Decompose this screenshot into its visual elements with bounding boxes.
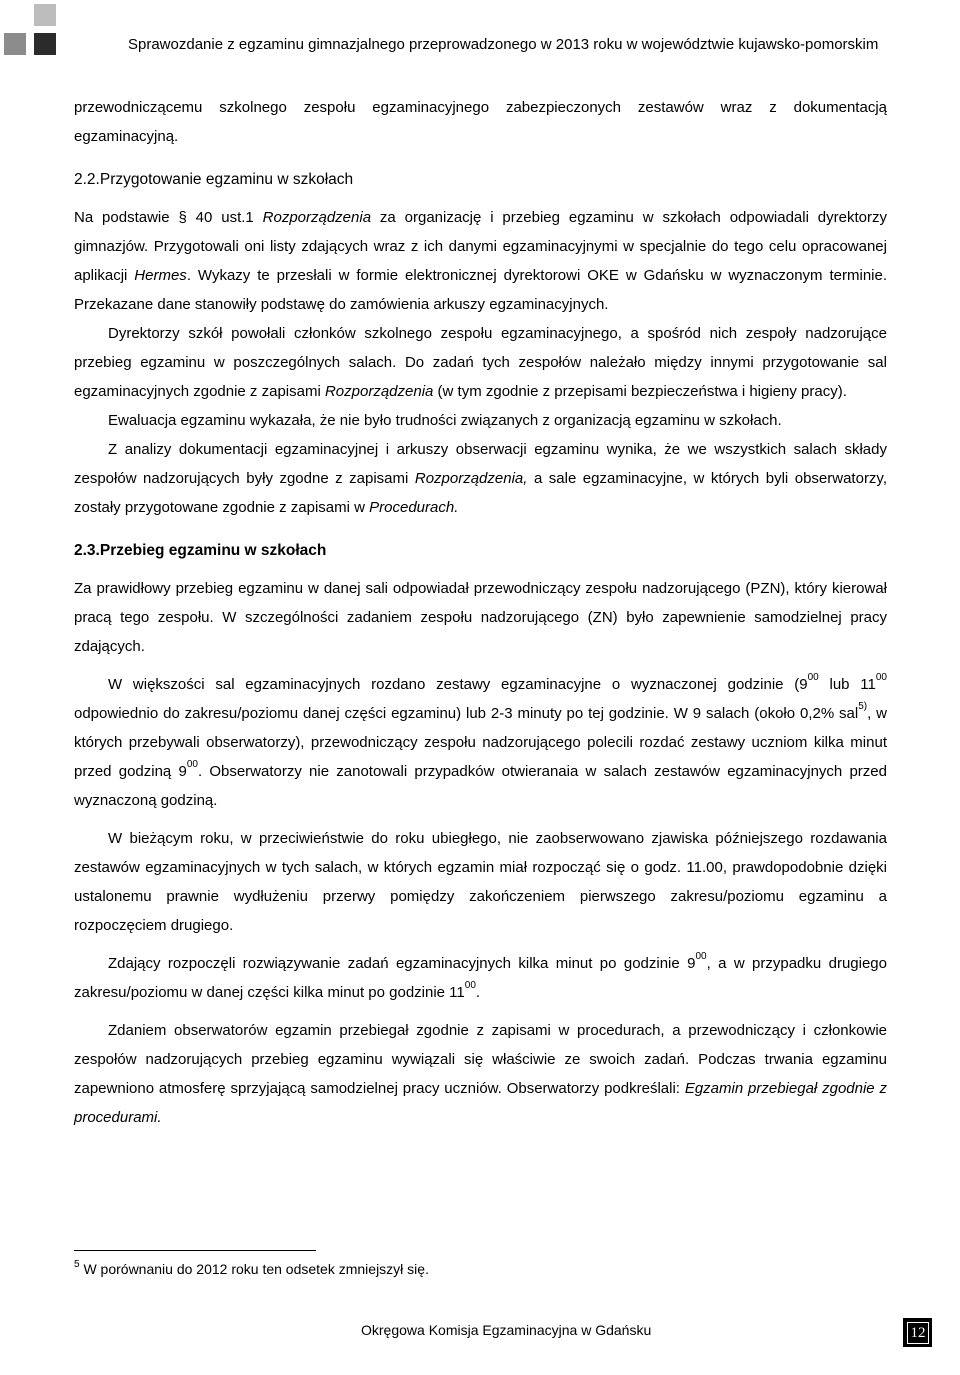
page-number: 12 bbox=[907, 1322, 929, 1344]
paragraph-8 bbox=[74, 949, 887, 1007]
p8-text-c: . bbox=[475, 984, 481, 1001]
footnote-mark: 5 bbox=[74, 1259, 80, 1270]
paragraph-5: Za prawidłowy przebieg egzaminu w danej sali odpowiadał przewodniczący zespołu nadzorującego (PZN), który kierował pracą tego zespołu. W szczególności zadaniem zespołu nadzorującego (ZN) było zapewnienie samodzielnej pracy zdających. bbox=[74, 580, 887, 655]
p6-text-d: , w których przebywali obserwatorzy), przewodniczący zespołu nadzorującego polecili rozdać zestawy uczniom kilka minut przed godziną 9 bbox=[74, 705, 888, 780]
section-2-3-number: 2.3. bbox=[74, 542, 100, 559]
p8-sup-2: 00 bbox=[464, 980, 476, 991]
p1-text-a: Na podstawie § 40 ust.1 bbox=[74, 209, 263, 226]
footnote bbox=[74, 1261, 429, 1277]
p6-text-e: . Obserwatorzy nie zanotowali przypadków otwieranaia w salach zestawów egzaminacyjnych przed wyznaczoną godziną. bbox=[74, 763, 887, 809]
p9-italic-quote: Egzamin przebiegał zgodnie z procedurami. bbox=[74, 1080, 888, 1126]
section-2-3-title: Przebieg egzaminu w szkołach bbox=[99, 542, 327, 559]
p6-text-b: lub 11 bbox=[818, 676, 876, 693]
footnote-text: W porównaniu do 2012 roku ten odsetek zmniejszył się. bbox=[79, 1261, 429, 1277]
section-2-3-heading bbox=[74, 536, 887, 565]
p8-text-b: , a w przypadku drugiego zakresu/poziomu w danej części kilka minut po godzinie 11 bbox=[74, 955, 887, 1001]
p2-text-c: (w tym zgodnie z przepisami bezpieczeństwa i higieny pracy). bbox=[433, 383, 847, 400]
p4-italic-rozporzadzenia: Rozporządzenia, bbox=[414, 470, 528, 487]
intro-paragraph: przewodniczącemu szkolnego zespołu egzaminacyjnego zabezpieczonych zestawów wraz z dokumentacją egzaminacyjną. bbox=[74, 99, 887, 145]
p4-italic-procedurach: Procedurach. bbox=[369, 499, 459, 516]
paragraph-1 bbox=[74, 203, 887, 319]
logo-square-left bbox=[4, 33, 26, 55]
p6-text-a: W większości sal egzaminacyjnych rozdano zestawy egzaminacyjne o wyznaczonej godzinie (9 bbox=[108, 676, 808, 693]
p6-footnote-ref[interactable]: 5) bbox=[858, 701, 868, 712]
p1-italic-rozporzadzenia: Rozporządzenia bbox=[262, 209, 372, 226]
logo-square-top bbox=[34, 4, 56, 26]
paragraph-6 bbox=[74, 670, 887, 815]
paragraph-7: W bieżącym roku, w przeciwieństwie do roku ubiegłego, nie zaobserwowano zjawiska późniejszego rozdawania zestawów egzaminacyjnych w tych salach, w których egzamin miał rozpocząć się o godz. 11.00, prawdopodobnie dzięki ustalonemu prawnie wydłużeniu przerwy pomiędzy zakończeniem pierwszego zakresu/poziomu egzaminu a rozpoczęciem drugiego. bbox=[74, 830, 887, 934]
p6-text-c: odpowiednio do zakresu/poziomu danej części egzaminu) lub 2-3 minuty po tej godzinie. W 9 salach (około 0,2% sal bbox=[74, 705, 859, 722]
header-title: Sprawozdanie z egzaminu gimnazjalnego przeprowadzonego w 2013 roku w województwie kujawsko-pomorskim bbox=[128, 36, 879, 53]
page-content bbox=[74, 93, 887, 1132]
p6-sup-4: 00 bbox=[186, 759, 198, 770]
p4-text-a: Z analizy dokumentacji egzaminacyjnej i arkuszy obserwacji egzaminu wynika, że we wszystkich salach składy zespołów nadzorujących były zgodne z zapisami bbox=[74, 441, 887, 487]
p6-sup-2: 00 bbox=[875, 672, 887, 683]
p1-text-e: . Wykazy te przesłali w formie elektronicznej dyrektorowi OKE w Gdańsku w wyznaczonym terminie. Przekazane dane stanowiły podstawę do zamówienia arkuszy egzaminacyjnych. bbox=[74, 267, 887, 313]
p4-text-c: a sale egzaminacyjne, w których byli obserwatorzy, zostały przygotowane zgodnie z zapisami w bbox=[74, 470, 887, 516]
section-2-2-title: Przygotowanie egzaminu w szkołach bbox=[99, 171, 354, 188]
p6-sup-1: 00 bbox=[807, 672, 819, 683]
section-2-2-heading bbox=[74, 165, 887, 194]
footer-organization: Okręgowa Komisja Egzaminacyjna w Gdańsku bbox=[361, 1322, 652, 1338]
p1-text-c: za organizację i przebieg egzaminu w szkołach odpowiadali dyrektorzy gimnazjów. Przygotowali oni listy zdających wraz z ich danymi egzaminacyjnymi w specjalnie do tego celu opracowanej aplikacji bbox=[74, 209, 887, 284]
logo-square-main bbox=[34, 33, 56, 55]
paragraph-2 bbox=[74, 319, 887, 406]
p8-sup-1: 00 bbox=[695, 951, 707, 962]
paragraph-3: Ewaluacja egzaminu wykazała, że nie było trudności związanych z organizacją egzaminu w szkołach. bbox=[108, 412, 782, 429]
p2-text-a: Dyrektorzy szkół powołali członków szkolnego zespołu egzaminacyjnego, a spośród nich zespoły nadzorujące przebieg egzaminu w poszczególnych salach. Do zadań tych zespołów należało między innymi przygotowanie sal egzaminacyjnych zgodnie z zapisami bbox=[74, 325, 887, 400]
paragraph-4 bbox=[74, 435, 887, 522]
section-2-2-number: 2.2. bbox=[74, 171, 100, 188]
p1-italic-hermes: Hermes bbox=[134, 267, 187, 284]
paragraph-9 bbox=[74, 1016, 887, 1132]
p8-text-a: Zdający rozpoczęli rozwiązywanie zadań egzaminacyjnych kilka minut po godzinie 9 bbox=[108, 955, 696, 972]
p2-italic-rozporzadzenia: Rozporządzenia bbox=[324, 383, 434, 400]
footnote-divider bbox=[74, 1250, 316, 1251]
p9-text-a: Zdaniem obserwatorów egzamin przebiegał zgodnie z zapisami w procedurach, a przewodniczący i członkowie zespołów nadzorujących przebieg egzaminu wywiązali się właściwie ze swoich zadań. Podczas trwania egzaminu zapewniono atmosferę sprzyjającą samodzielnej pracy uczniów. Obserwatorzy podkreślali: bbox=[74, 1022, 887, 1097]
